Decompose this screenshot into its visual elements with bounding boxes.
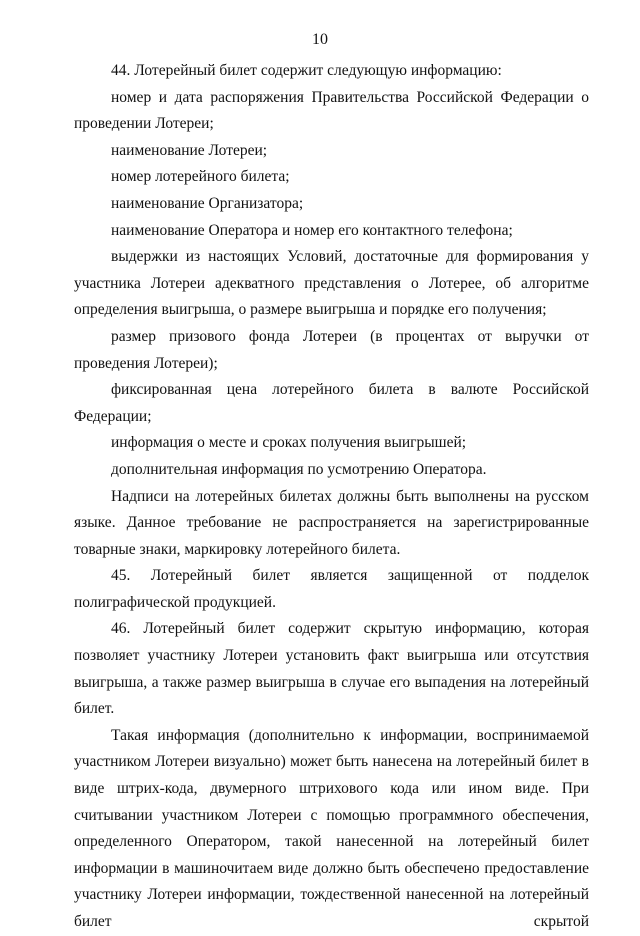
paragraph: выдержки из настоящих Условий, достаточные для формирования у участника Лотереи адекватного представления о Лотерее, об алгоритме определения выигрыша, о размере выигрыша и порядке его получения; bbox=[74, 248, 589, 319]
paragraph: Надписи на лотерейных билетах должны быть выполнены на русском языке. Данное требование не распространяется на зарегистрированные товарные знаки, маркировку лотерейного билета. bbox=[74, 487, 589, 558]
document-body bbox=[74, 58, 589, 936]
paragraph: дополнительная информация по усмотрению Оператора. bbox=[111, 460, 487, 478]
paragraph: 46. Лотерейный билет содержит скрытую информацию, которая позволяет участнику Лотереи установить факт выигрыша или отсутствия выигрыша, а также размер выигрыша в случае его выпадения на лотерейный билет. bbox=[74, 620, 589, 718]
paragraph: номер лотерейного билета; bbox=[111, 168, 290, 186]
paragraph: размер призового фонда Лотереи (в процентах от выручки от проведения Лотереи); bbox=[74, 327, 589, 372]
paragraph: номер и дата распоряжения Правительства Российской Федерации о проведении Лотереи; bbox=[74, 88, 589, 133]
paragraph: Такая информация (дополнительно к информации, воспринимаемой участником Лотереи визуально) может быть нанесена на лотерейный билет в виде штрих-кода, двумерного штрихового кода или ином виде. При считывании участником Лотереи с помощью программного обеспечения, определенного Оператором, такой нанесенной на лотерейный билет информации в машиночитаем виде должно быть обеспечено предоставление участнику Лотереи информации, тождественной нанесенной на лотерейный билет скрытой bbox=[74, 726, 589, 930]
paragraph: наименование Лотереи; bbox=[111, 141, 268, 159]
paragraph: наименование Оператора и номер его контактного телефона; bbox=[111, 221, 513, 239]
paragraph: 45. Лотерейный билет является защищенной от подделок полиграфической продукцией. bbox=[74, 567, 589, 611]
paragraph: наименование Организатора; bbox=[111, 194, 304, 212]
paragraph: 44. Лотерейный билет содержит следующую информацию: bbox=[111, 62, 502, 79]
page-number: 10 bbox=[312, 31, 328, 48]
paragraph: информация о месте и сроках получения выигрышей; bbox=[111, 434, 467, 452]
paragraph: фиксированная цена лотерейного билета в валюте Российской Федерации; bbox=[74, 381, 589, 425]
